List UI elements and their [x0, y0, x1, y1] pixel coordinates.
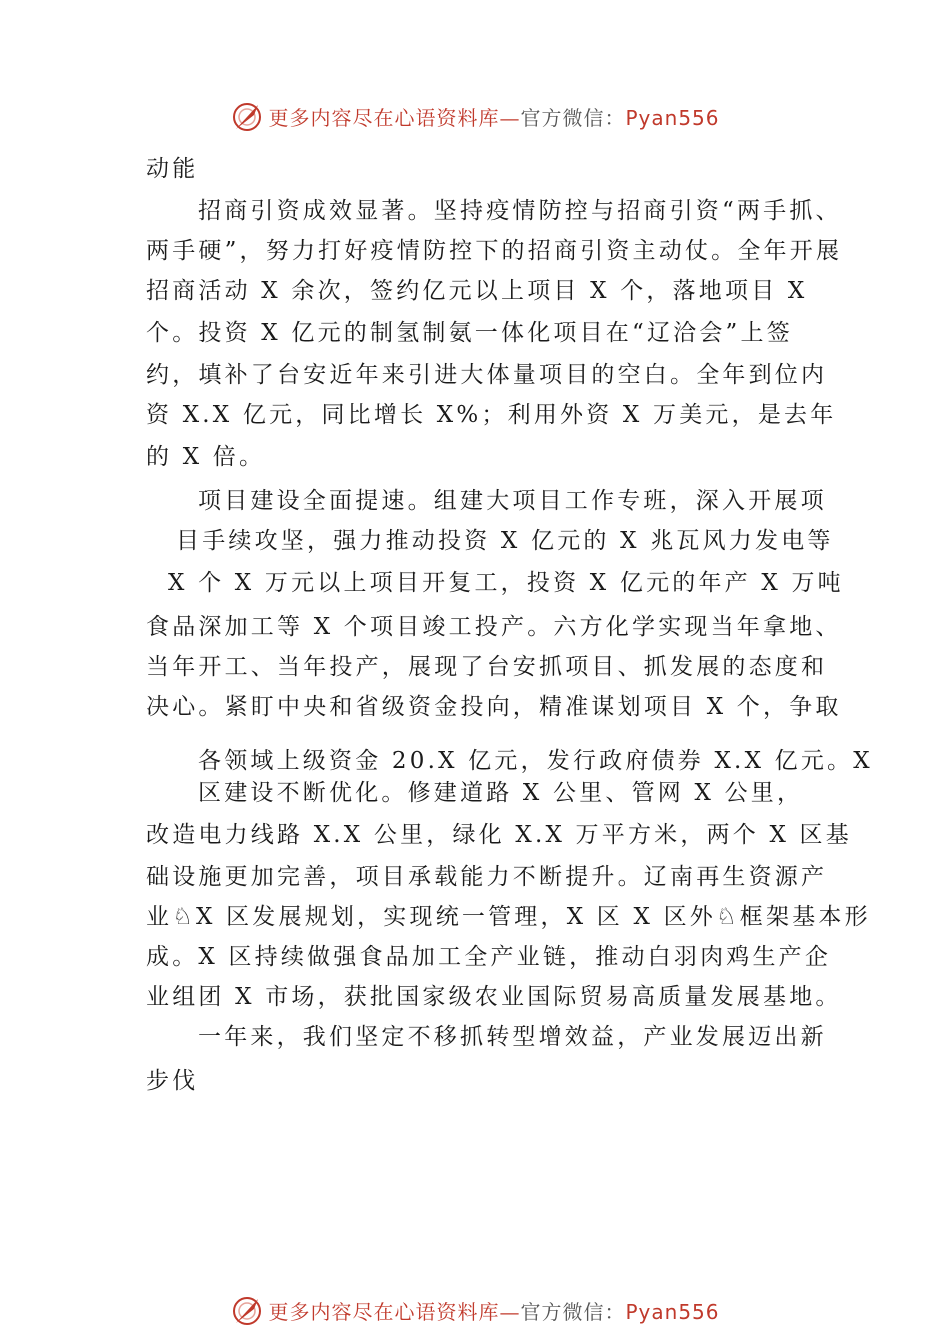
- text-line: 当年开工、当年投产，展现了台安抓项目、抓发展的态度和: [146, 654, 828, 680]
- banner-text: 更多内容尽在心语资料库—官方微信：Pyan556: [268, 1299, 720, 1324]
- text-line: 一年来，我们坚定不移抓转型增效益，产业发展迈出新: [198, 1024, 827, 1050]
- text-line: 区建设不断优化。修建道路 X 公里、管网 X 公里，: [198, 780, 804, 806]
- text-line: 改造电力线路 X.X 公里，绿化 X.X 万平方米，两个 X 区基: [146, 822, 852, 848]
- banner-text: 更多内容尽在心语资料库—官方微信：Pyan556: [268, 105, 720, 130]
- quill-logo-icon: [230, 99, 264, 133]
- text-line: 决心。紧盯中央和省级资金投向，精准谋划项目 X 个，争取: [146, 694, 842, 720]
- text-line: 两手硬”，努力打好疫情防控下的招商引资主动仗。全年开展: [146, 238, 843, 264]
- watermark-banner-bottom: [0, 1290, 950, 1330]
- text-line: 个。投资 X 亿元的制氢制氨一体化项目在“辽洽会”上签: [146, 320, 793, 346]
- text-line: 资 X.X 亿元，同比增长 X%；利用外资 X 万美元，是去年: [146, 402, 837, 428]
- text-line: 食品深加工等 X 个项目竣工投产。六方化学实现当年拿地、: [146, 614, 842, 640]
- text-line: 成。X 区持续做强食品加工全产业链，推动白羽肉鸡生产企: [146, 944, 832, 970]
- text-line: 础设施更加完善，项目承载能力不断提升。辽南再生资源产: [146, 864, 828, 890]
- text-line: 招商引资成效显著。坚持疫情防控与招商引资“两手抓、: [198, 198, 842, 224]
- quill-logo-icon: [230, 1293, 264, 1327]
- text-line: 步伐: [146, 1068, 199, 1094]
- text-line: 招商活动 X 余次，签约亿元以上项目 X 个，落地项目 X: [146, 278, 808, 304]
- text-line: 项目建设全面提速。组建大项目工作专班，深入开展项: [198, 488, 827, 514]
- text-line: 业♘X 区发展规划，实现统一管理，X 区 X 区外♘框架基本形: [146, 904, 871, 930]
- text-line: 目手续攻坚，强力推动投资 X 亿元的 X 兆瓦风力发电等: [176, 528, 834, 554]
- watermark-banner-top: [0, 96, 950, 136]
- text-line: X 个 X 万元以上项目开复工，投资 X 亿元的年产 X 万吨: [168, 570, 844, 596]
- text-line: 的 X 倍。: [146, 444, 266, 470]
- text-line: 动能: [146, 156, 199, 182]
- text-line: 业组团 X 市场，获批国家级农业国际贸易高质量发展基地。: [146, 984, 842, 1010]
- text-line: 约，填补了台安近年来引进大体量项目的空白。全年到位内: [146, 362, 828, 388]
- text-line: 各领域上级资金 20.X 亿元，发行政府债券 X.X 亿元。X: [198, 748, 873, 774]
